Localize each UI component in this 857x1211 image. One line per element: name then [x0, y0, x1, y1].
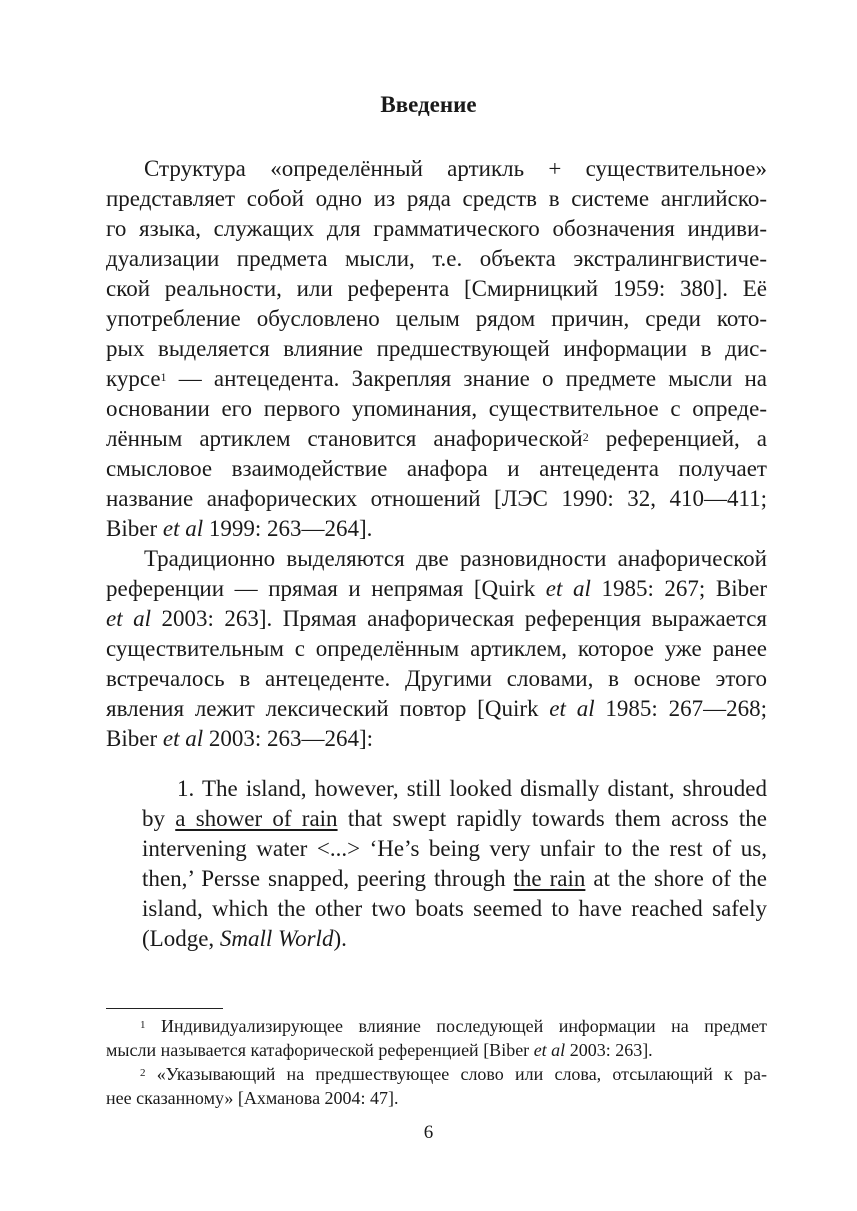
- text-line: смысловое взаимодействие анафора и антецедента получает: [106, 456, 767, 481]
- example-quote: [142, 774, 767, 954]
- page-number: 6: [423, 1122, 434, 1143]
- footnote-1-cont: мысли называется катафорической референцией [Biber et al 2003: 263].: [106, 1040, 653, 1060]
- paragraph-1: [106, 154, 767, 544]
- text-line: название анафорических отношений [ЛЭС 1990: 32, 410—411;: [106, 486, 767, 511]
- text-line: го языка, служащих для грамматического обозначения индиви-: [106, 216, 767, 241]
- text-line: лённым артиклем становится анафорической$^2$ референцией, а: [106, 426, 767, 451]
- text-line: (Lodge, Small World).: [142, 926, 347, 951]
- underlined-phrase: a shower of rain: [175, 806, 338, 831]
- text-line: island, which the other two boats seemed to have reached safely: [142, 896, 767, 921]
- text-line: встречалось в антецеденте. Другими словами, в основе этого: [106, 666, 767, 691]
- text-line: Структура «определённый артикль + существительное»: [144, 156, 767, 181]
- text-line: et al 2003: 263]. Прямая анафорическая референция выражается: [106, 606, 767, 631]
- text-line: Традиционно выделяются две разновидности анафорической: [144, 546, 767, 571]
- footnote-ref-1: 1: [160, 370, 167, 384]
- paragraph-2: [106, 544, 767, 754]
- text-line: представляет собой одно из ряда средств в системе английско-: [106, 186, 767, 211]
- text-line: ской реальности, или референта [Смирницкий 1959: 380]. Её: [106, 276, 767, 301]
- footnotes: [106, 1014, 767, 1110]
- text-line: Biber et al 2003: 263—264]:: [106, 726, 374, 751]
- text-line: курсе$^1$ — антецедента. Закрепляя знание о предмете мысли на: [106, 366, 767, 391]
- text-line: then,’ Persse snapped, peering through the rain at the shore of the: [142, 866, 767, 891]
- footnote-2: $^2$ «Указывающий на предшествующее слово или слова, отсылающий к ра-: [140, 1064, 767, 1084]
- text-line: референции — прямая и непрямая [Quirk et al 1985: 267; Biber: [106, 576, 767, 601]
- text-line: дуализации предмета мысли, т.е. объекта экстралингвистиче-: [106, 246, 767, 271]
- footnote-ref-2: 2: [582, 430, 589, 444]
- text-line: существительным с определённым артиклем, которое уже ранее: [106, 636, 767, 661]
- text-line: 1. The island, however, still looked dismally distant, shrouded: [177, 776, 767, 801]
- text-line: употребление обусловлено целым рядом причин, среди кото-: [106, 306, 767, 331]
- text-line: рых выделяется влияние предшествующей информации в дис-: [106, 336, 767, 361]
- underlined-phrase: the rain: [513, 866, 586, 891]
- footnote-1: $^1$ Индивидуализирующее влияние последующей информации на предмет: [140, 1016, 767, 1036]
- page-title: Введение: [380, 92, 477, 117]
- footnote-separator: [106, 1008, 223, 1009]
- text-line: явления лежит лексический повтор [Quirk et al 1985: 267—268;: [106, 696, 767, 721]
- text-line: by a shower of rain that swept rapidly towards them across the: [142, 806, 767, 831]
- text-line: основании его первого упоминания, существительное с опреде-: [106, 396, 767, 421]
- footnote-2-cont: нее сказанному» [Ахманова 2004: 47].: [106, 1088, 399, 1108]
- text-line: Biber et al 1999: 263—264].: [106, 516, 373, 541]
- text-line: intervening water <...> ‘He’s being very unfair to the rest of us,: [142, 836, 767, 861]
